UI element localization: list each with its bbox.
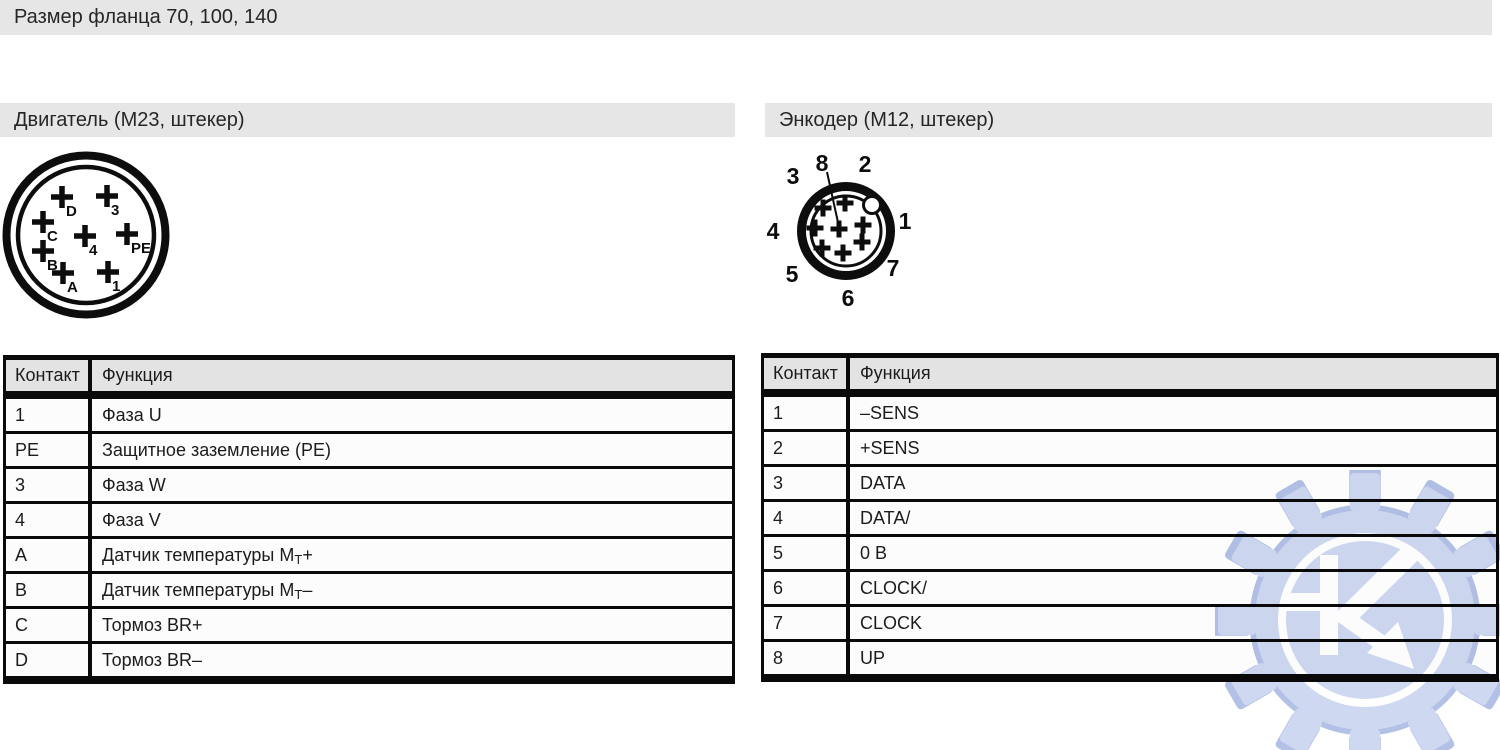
pin-cross-icon	[831, 221, 848, 238]
table-row	[6, 574, 732, 606]
function-cell: CLOCK	[860, 613, 923, 633]
pin-cell: D	[6, 644, 92, 676]
motor-section-title: Двигатель (M23, штекер)	[14, 109, 245, 131]
pin-label: A	[67, 279, 78, 296]
function-cell	[92, 504, 732, 536]
function-text: Тормоз BR+	[102, 615, 203, 635]
function-subscript: T	[294, 552, 303, 567]
table-row	[764, 607, 1496, 639]
pin-number-label: 3	[786, 163, 800, 189]
function-text: Датчик температуры M	[102, 545, 295, 565]
function-cell	[92, 469, 732, 501]
pin-cell: B	[6, 574, 92, 606]
table-row	[6, 469, 732, 501]
function-text: Фаза U	[102, 405, 162, 425]
function-cell: DATA/	[860, 508, 911, 528]
pin-cell: 3	[6, 469, 92, 501]
pin-number-label: 4	[766, 218, 780, 244]
encoder-connector-diagram	[760, 140, 940, 315]
encoder-section-title: Энкодер (M12, штекер)	[779, 109, 995, 131]
table-row	[764, 572, 1496, 604]
function-cell: –SENS	[860, 403, 920, 423]
function-text: Защитное заземление (PE)	[102, 440, 331, 460]
pin-label: 1	[112, 278, 121, 295]
function-cell	[92, 399, 732, 431]
function-cell: UP	[860, 648, 886, 668]
pin-number-label: 8	[815, 150, 829, 176]
pin-label: 4	[89, 242, 98, 259]
pin-cell: 4	[6, 504, 92, 536]
table-row	[6, 504, 732, 536]
function-suffix: –	[302, 580, 313, 600]
m12-keyway-notch	[864, 197, 881, 214]
function-text: Фаза W	[102, 475, 166, 495]
pin-cell: 5	[764, 537, 850, 569]
pin-number-label: 2	[858, 151, 872, 177]
pin-column-header: Контакт	[6, 360, 92, 391]
pin-cross-icon	[855, 217, 872, 234]
pin-cross-icon	[835, 245, 852, 262]
motor-connector-diagram	[0, 145, 180, 330]
function-cell	[92, 574, 732, 606]
pin-cell: 2	[764, 432, 850, 464]
pin-label: D	[66, 203, 77, 220]
function-cell	[92, 644, 732, 676]
pin-label: C	[47, 228, 58, 245]
pin-cell: 1	[764, 397, 850, 429]
function-text: Тормоз BR–	[102, 650, 203, 670]
table-row	[6, 399, 732, 431]
pin-number-label: 7	[886, 255, 900, 281]
pin-cell: C	[6, 609, 92, 641]
pin-label: B	[47, 257, 58, 274]
encoder-pin-table	[761, 353, 1499, 682]
function-text: Фаза V	[102, 510, 161, 530]
pin-cell: PE	[6, 434, 92, 466]
function-cell: DATA	[860, 473, 906, 493]
flange-size-title: Размер фланца 70, 100, 140	[14, 6, 278, 28]
motor-section-band	[0, 103, 735, 137]
table-row	[6, 644, 732, 676]
function-cell	[92, 539, 732, 571]
pin-cell: 4	[764, 502, 850, 534]
pin-cross-icon	[807, 220, 824, 237]
pin-cross-icon	[854, 234, 871, 251]
table-row	[764, 397, 1496, 429]
function-cell: +SENS	[860, 438, 920, 458]
table-row	[6, 434, 732, 466]
pin-cell: 6	[764, 572, 850, 604]
pin-number-label: 1	[898, 208, 912, 234]
pin-label: PE	[131, 240, 152, 257]
pin-cell: 3	[764, 467, 850, 499]
function-column-header: Функция	[860, 363, 931, 383]
pin-column-header: Контакт	[764, 358, 850, 389]
motor-pin-table	[3, 355, 735, 684]
flange-size-band	[0, 0, 1492, 35]
function-cell: CLOCK/	[860, 578, 928, 598]
pin-cross-icon	[814, 240, 831, 257]
table-row	[764, 502, 1496, 534]
pin-label: 3	[111, 202, 120, 219]
table-row	[764, 642, 1496, 674]
pin-number-label: 5	[785, 261, 799, 287]
encoder-section-band	[765, 103, 1492, 137]
function-cell	[92, 434, 732, 466]
pin-cell: 8	[764, 642, 850, 674]
function-text: Датчик температуры M	[102, 580, 295, 600]
pin-cell: 7	[764, 607, 850, 639]
pin-number-label: 6	[841, 285, 855, 311]
function-cell	[92, 609, 732, 641]
table-row	[764, 537, 1496, 569]
table-row	[6, 609, 732, 641]
pin-cell: A	[6, 539, 92, 571]
table-row	[764, 467, 1496, 499]
function-suffix: +	[302, 545, 313, 565]
pin-cell: 1	[6, 399, 92, 431]
table-header-row	[6, 360, 732, 391]
table-header-row	[764, 358, 1496, 389]
function-subscript: T	[294, 587, 303, 602]
function-column-header: Функция	[102, 365, 173, 385]
table-row	[6, 539, 732, 571]
function-cell: 0 В	[860, 543, 888, 563]
table-row	[764, 432, 1496, 464]
